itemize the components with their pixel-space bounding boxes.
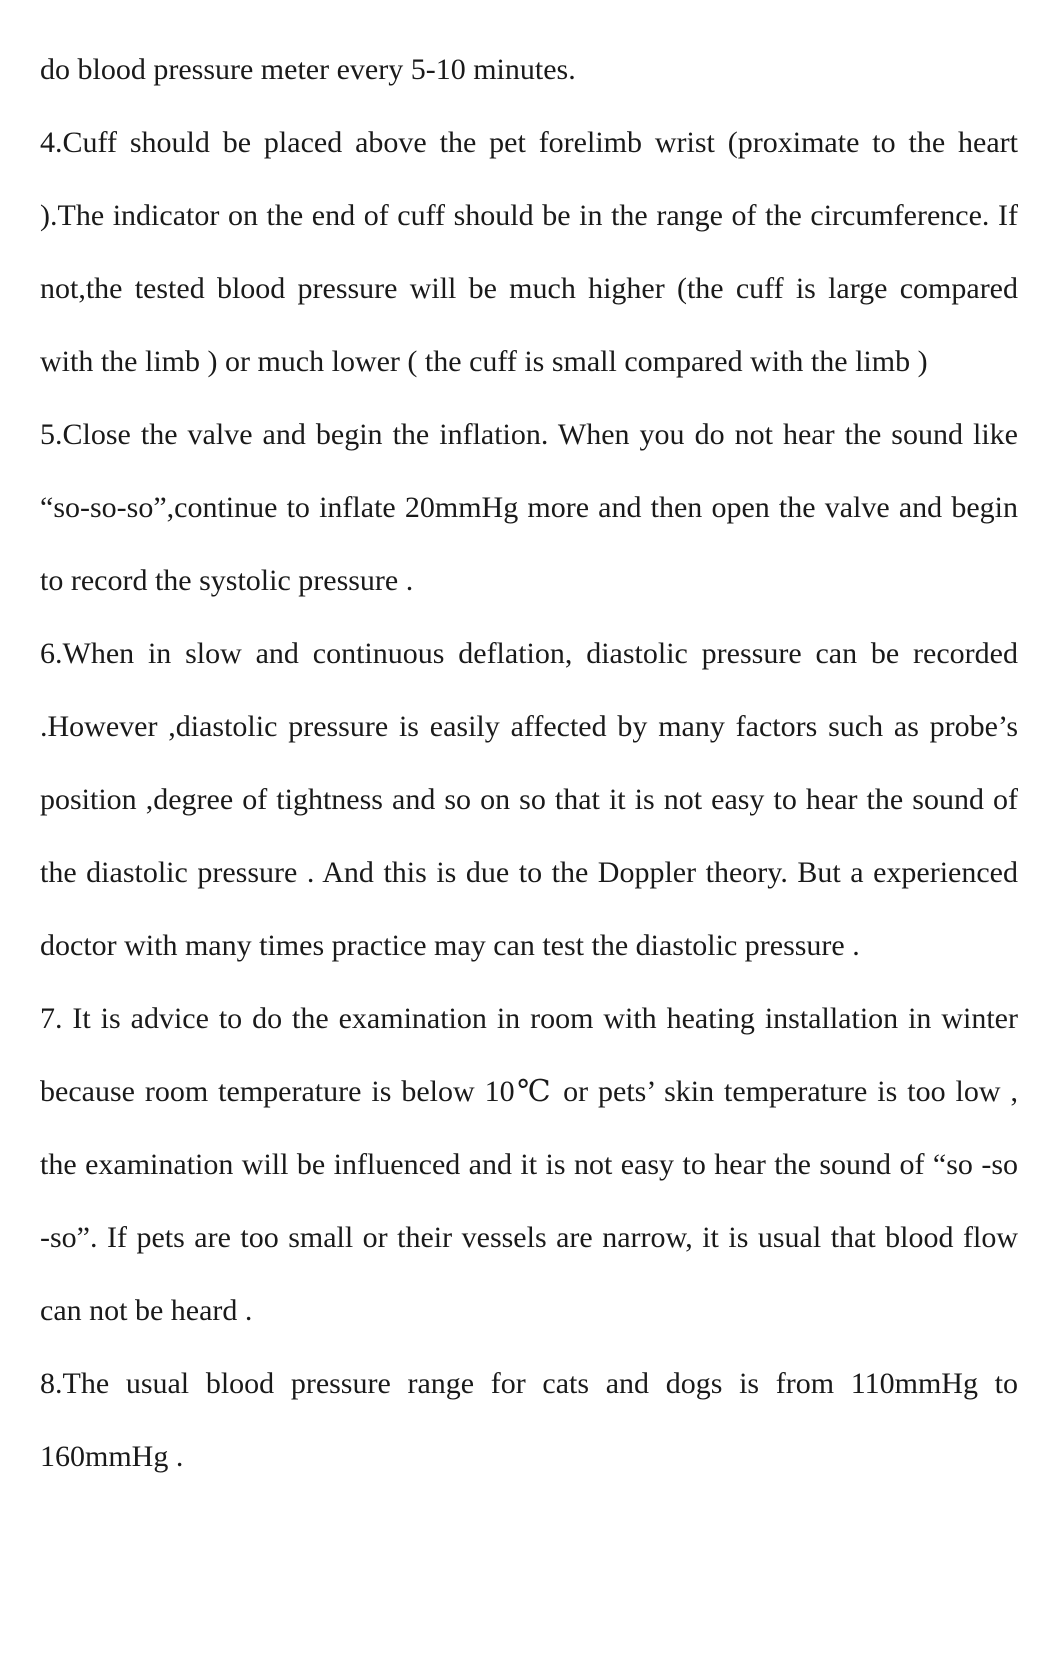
paragraph-step-7: 7. It is advice to do the examination in room with heating installation in winter because room temperature is below 10℃ or pets’ skin temperature is too low , the examination will be influenced and it is not easy to hear the sound of “so -so -so”. If pets are too small or their vessels are narrow, it is usual that blood flow can not be heard .: [40, 1002, 1018, 1327]
paragraph-step-8: 8.The usual blood pressure range for cats and dogs is from 110mmHg to 160mmHg .: [40, 1367, 1018, 1473]
paragraph-step-5: 5.Close the valve and begin the inflation. When you do not hear the sound like “so-so-so”,continue to inflate 20mmHg more and then open the valve and begin to record the systolic pressure .: [40, 418, 1018, 597]
paragraph-step-6: 6.When in slow and continuous deflation, diastolic pressure can be recorded .However ,diastolic pressure is easily affected by many factors such as probe’s position ,degree of tightness and so on so that it is not easy to hear the sound of the diastolic pressure . And this is due to the Doppler theory. But a experienced doctor with many times practice may can test the diastolic pressure .: [40, 637, 1018, 962]
paragraph-step-4: 4.Cuff should be placed above the pet forelimb wrist (proximate to the heart ).The indicator on the end of cuff should be in the range of the circumference. If not,the tested blood pressure will be much higher (the cuff is large compared with the limb ) or much lower ( the cuff is small compared with the limb ): [40, 126, 1018, 378]
paragraph-continuation: do blood pressure meter every 5-10 minutes.: [40, 53, 576, 86]
document-page: [40, 33, 1018, 1493]
